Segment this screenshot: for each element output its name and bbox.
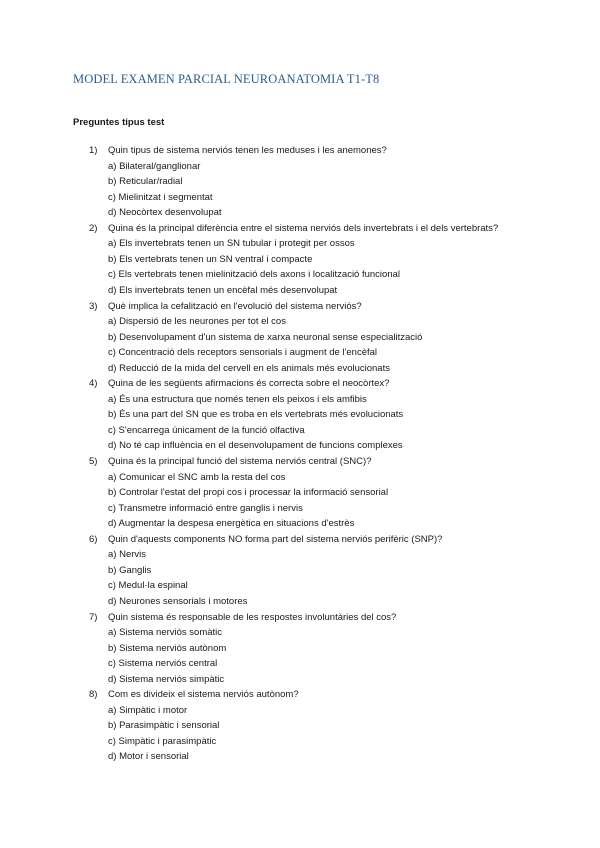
- answer-option: b) Reticular/radial: [108, 176, 183, 188]
- answer-option: c) Sistema nerviós central: [108, 658, 218, 670]
- answer-option: b) Ganglis: [108, 564, 152, 576]
- question-number: 5): [89, 456, 98, 467]
- answer-option: a) Dispersió de les neurones per tot el cos: [108, 316, 286, 328]
- answer-option: b) Sistema nerviós autònom: [108, 642, 227, 654]
- answer-option: d) Els invertebrats tenen un encèfal més desenvolupat: [108, 284, 338, 296]
- answer-option: b) Controlar l'estat del propi cos i processar la informació sensorial: [108, 487, 389, 499]
- answer-option: b) Desenvolupament d'un sistema de xarxa neuronal sense especialització: [108, 331, 423, 343]
- answer-option: d) Augmentar la despesa energètica en situacions d'estrès: [108, 518, 355, 530]
- answer-option: b) Parasimpàtic i sensorial: [108, 720, 220, 732]
- answer-option: d) Neurones sensorials i motores: [108, 595, 248, 607]
- question-number: 4): [89, 378, 98, 390]
- answer-option: a) Nervis: [108, 549, 147, 561]
- question-text: Quina és la principal diferència entre el sistema nerviós dels invertebrats i el dels vertebrats?: [108, 222, 499, 234]
- answer-option: a) Comunicar el SNC amb la resta del cos: [108, 471, 286, 483]
- question-number: 7): [89, 611, 98, 623]
- question-number: 2): [89, 222, 98, 234]
- question-number: 8): [89, 689, 98, 701]
- document-title: MODEL EXAMEN PARCIAL NEUROANATOMIA T1-T8: [73, 72, 380, 86]
- answer-option: d) Reducció de la mida del cervell en els animals més evolucionats: [108, 362, 390, 374]
- question-text: Quina és la principal funció del sistema nerviós central (SNC)?: [108, 456, 372, 467]
- answer-option: a) Els invertebrats tenen un SN tubular i protegit per ossos: [108, 238, 355, 250]
- answer-option: c) Mielinitzat i segmentat: [108, 191, 213, 203]
- answer-option: a) Simpàtic i motor: [108, 704, 188, 716]
- section-title: Preguntes tipus test: [73, 117, 165, 128]
- question-text: Quin sistema és responsable de les respostes involuntàries del cos?: [108, 611, 397, 623]
- question-text: Com es divideix el sistema nerviós autònom?: [108, 689, 299, 701]
- question-text: Què implica la cefalització en l'evolució del sistema nerviós?: [108, 300, 362, 312]
- question-text: Quin d'aquests components NO forma part del sistema nerviós perifèric (SNP)?: [108, 533, 443, 545]
- answer-option: c) Els vertebrats tenen mielinització dels axons i localització funcional: [108, 269, 400, 281]
- answer-option: b) És una part del SN que es troba en els vertebrats més evolucionats: [108, 409, 404, 421]
- answer-option: c) Medul·la espinal: [108, 580, 188, 592]
- question-number: 3): [89, 300, 98, 312]
- answer-option: b) Els vertebrats tenen un SN ventral i compacte: [108, 253, 313, 265]
- question-text: Quin tipus de sistema nerviós tenen les meduses i les anemones?: [108, 145, 387, 156]
- answer-option: d) Sistema nerviós simpàtic: [108, 673, 225, 685]
- answer-option: d) No té cap influència en el desenvolupament de funcions complexes: [108, 440, 403, 452]
- question-text: Quina de les següents afirmacions és correcta sobre el neocòrtex?: [108, 378, 390, 390]
- question-number: 6): [89, 533, 98, 545]
- answer-option: a) És una estructura que només tenen els peixos i els amfibis: [108, 393, 367, 405]
- answer-option: c) Simpàtic i parasimpàtic: [108, 735, 217, 747]
- answer-option: a) Bilateral/ganglionar: [108, 160, 201, 172]
- answer-option: c) S'encarrega únicament de la funció olfactiva: [108, 424, 305, 436]
- answer-option: d) Motor i sensorial: [108, 751, 189, 763]
- answer-option: d) Neocòrtex desenvolupat: [108, 207, 222, 219]
- answer-option: c) Concentració dels receptors sensorials i augment de l'encèfal: [108, 347, 378, 359]
- question-number: 1): [89, 145, 98, 156]
- answer-option: a) Sistema nerviós somàtic: [108, 627, 223, 639]
- answer-option: c) Transmetre informació entre ganglis i nervis: [108, 502, 303, 514]
